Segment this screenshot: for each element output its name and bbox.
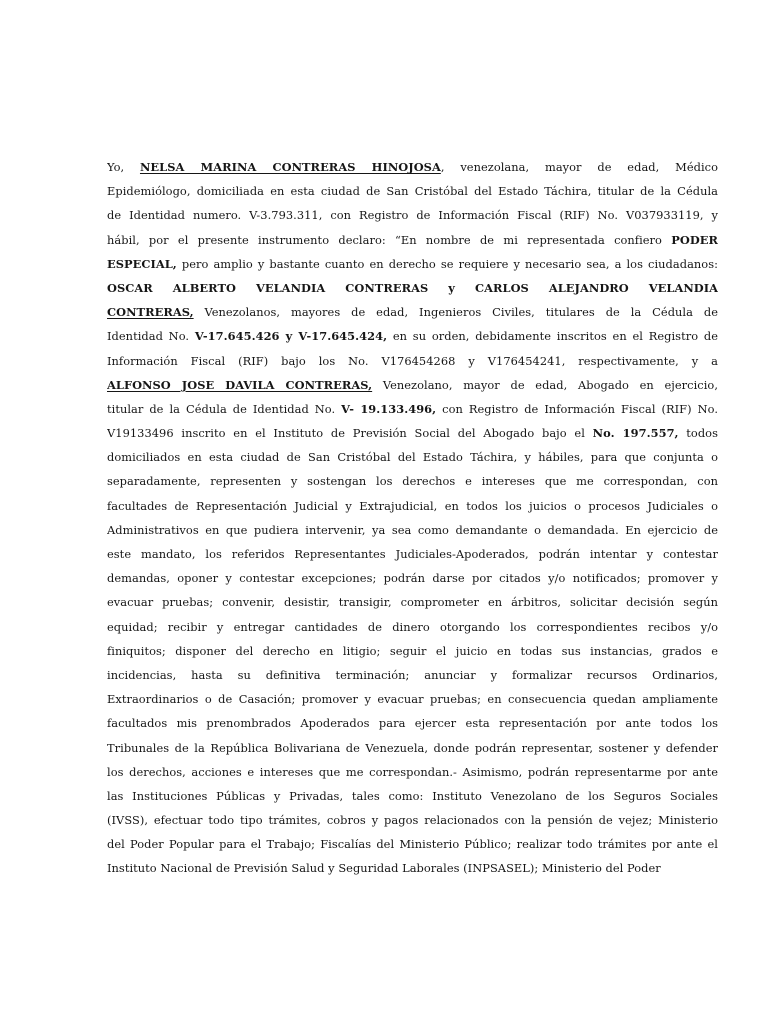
text-line: [107, 663, 718, 687]
text-line: [107, 808, 718, 832]
text-line: [107, 179, 718, 203]
text-run: demandas, oponer y contestar excepciones; podrán darse por citados y/o notificados; promover y: [107, 571, 718, 586]
text-run: los derechos, acciones e intereses que me correspondan.- Asimismo, podrán representarme por ante: [107, 764, 718, 779]
text-line: [107, 155, 718, 179]
text-run: Extraordinarios o de Casación; promover y evacuar pruebas; en consecuencia quedan ampliamente: [107, 692, 718, 707]
text-run: V19133496 inscrito en el Instituto de Previsión Social del Abogado bajo el: [107, 426, 593, 441]
text-line: [107, 518, 718, 542]
text-run: las Instituciones Públicas y Privadas, tales como: Instituto Venezolano de los Seguros Sociales: [107, 788, 718, 803]
text-line: [107, 252, 718, 276]
text-run: con Registro de Información Fiscal (RIF) No.: [436, 401, 718, 416]
text-run: del Poder Popular para el Trabajo; Fiscalías del Ministerio Público; realizar todo trámites por ante el: [107, 837, 718, 852]
text-line: [107, 421, 718, 445]
text-line: [107, 542, 718, 566]
text-line: [107, 324, 718, 348]
text-line: [107, 784, 718, 808]
text-run: Tribunales de la República Bolivariana de Venezuela, donde podrán representar, sostener y defender: [107, 740, 718, 755]
text-run: , venezolana, mayor de edad, Médico: [440, 160, 718, 174]
text-run: separadamente, representen y sostengan los derechos e intereses que me correspondan, con: [107, 474, 718, 489]
text-line: [107, 276, 718, 300]
text-run: titular de la Cédula de Identidad No.: [107, 401, 342, 416]
text-run: este mandato, los referidos Representantes Judiciales-Apoderados, podrán intentar y contestar: [107, 547, 718, 561]
emphasized-text-run: V- 19.133.496,: [341, 401, 437, 416]
text-run: facultados mis prenombrados Apoderados para ejercer esta representación por ante todos los: [107, 716, 718, 731]
text-run: (IVSS), efectuar todo tipo trámites, cobros y pagos relacionados con la pensión de vejez; Ministerio: [107, 813, 718, 828]
text-line: [107, 687, 718, 711]
text-line: [107, 639, 718, 663]
text-line: [107, 711, 718, 735]
document-body: [107, 155, 718, 881]
text-run: evacuar pruebas; convenir, desistir, transigir, comprometer en árbitros, solicitar decisión según: [107, 595, 718, 610]
emphasized-text-run: PODER: [671, 232, 718, 247]
text-run: equidad; recibir y entregar cantidades de dinero otorgando los correspondientes recibos y/o: [107, 619, 718, 634]
text-run: Epidemiólogo, domiciliada en esta ciudad de San Cristóbal del Estado Táchira, titular de la Cédula: [107, 184, 718, 199]
text-run: Venezolanos, mayores de edad, Ingenieros Civiles, titulares de la Cédula de: [193, 305, 718, 320]
text-run: finiquitos; disponer del derecho en litigio; seguir el juicio en todas sus instancias, grados e: [107, 643, 718, 658]
text-run: Venezolano, mayor de edad, Abogado en ejercicio,: [372, 377, 718, 392]
text-run: pero amplio y bastante cuanto en derecho se requiere y necesario sea, a los ciudadanos:: [176, 256, 718, 271]
text-run: todos: [678, 426, 718, 441]
text-line: [107, 300, 718, 324]
text-line: [107, 349, 718, 373]
emphasized-text-run: V-17.645.426 y V-17.645.424,: [194, 329, 388, 344]
text-line: [107, 397, 718, 421]
text-line: [107, 760, 718, 784]
text-line: [107, 736, 718, 760]
emphasized-text-run: No. 197.557,: [592, 426, 679, 441]
text-line: [107, 373, 718, 397]
text-line: [107, 469, 718, 493]
text-run: Instituto Nacional de Previsión Salud y Seguridad Laborales (INPSASEL); Ministerio del Poder: [107, 861, 661, 876]
text-line: [107, 203, 718, 227]
text-run: Administrativos en que pudiera intervenir, ya sea como demandante o demandada. En ejercicio de: [107, 522, 718, 537]
emphasized-text-run: ALFONSO JOSE DAVILA CONTRERAS,: [107, 377, 373, 392]
emphasized-text-run: OSCAR ALBERTO VELANDIA CONTRERAS y CARLOS ALEJANDRO VELANDIA: [107, 280, 718, 295]
text-run: Identidad No.: [107, 329, 195, 344]
emphasized-text-run: CONTRERAS,: [107, 305, 194, 320]
text-line: [107, 228, 718, 252]
text-line: [107, 445, 718, 469]
text-run: domiciliados en esta ciudad de San Cristóbal del Estado Táchira, y hábiles, para que conjunta o: [107, 450, 718, 465]
text-run: Yo,: [107, 160, 140, 174]
text-line: [107, 832, 718, 856]
text-line: [107, 590, 718, 614]
text-line: [107, 566, 718, 590]
text-line: [107, 615, 718, 639]
emphasized-text-run: ESPECIAL,: [107, 256, 177, 271]
text-line: [107, 494, 718, 518]
text-run: Información Fiscal (RIF) bajo los No. V176454268 y V176454241, respectivamente, y a: [107, 353, 718, 368]
text-line: [107, 856, 718, 880]
text-run: facultades de Representación Judicial y Extrajudicial, en todos los juicios o procesos Judiciales o: [107, 498, 718, 513]
emphasized-text-run: NELSA MARINA CONTRERAS HINOJOSA: [139, 160, 441, 174]
text-run: incidencias, hasta su definitiva terminación; anunciar y formalizar recursos Ordinarios,: [107, 667, 718, 682]
text-run: hábil, por el presente instrumento declaro: “En nombre de mi representada confiero: [107, 232, 672, 247]
text-run: de Identidad numero. V-3.793.311, con Registro de Información Fiscal (RIF) No. V037933119, y: [107, 208, 718, 223]
text-run: en su orden, debidamente inscritos en el Registro de: [387, 329, 718, 344]
